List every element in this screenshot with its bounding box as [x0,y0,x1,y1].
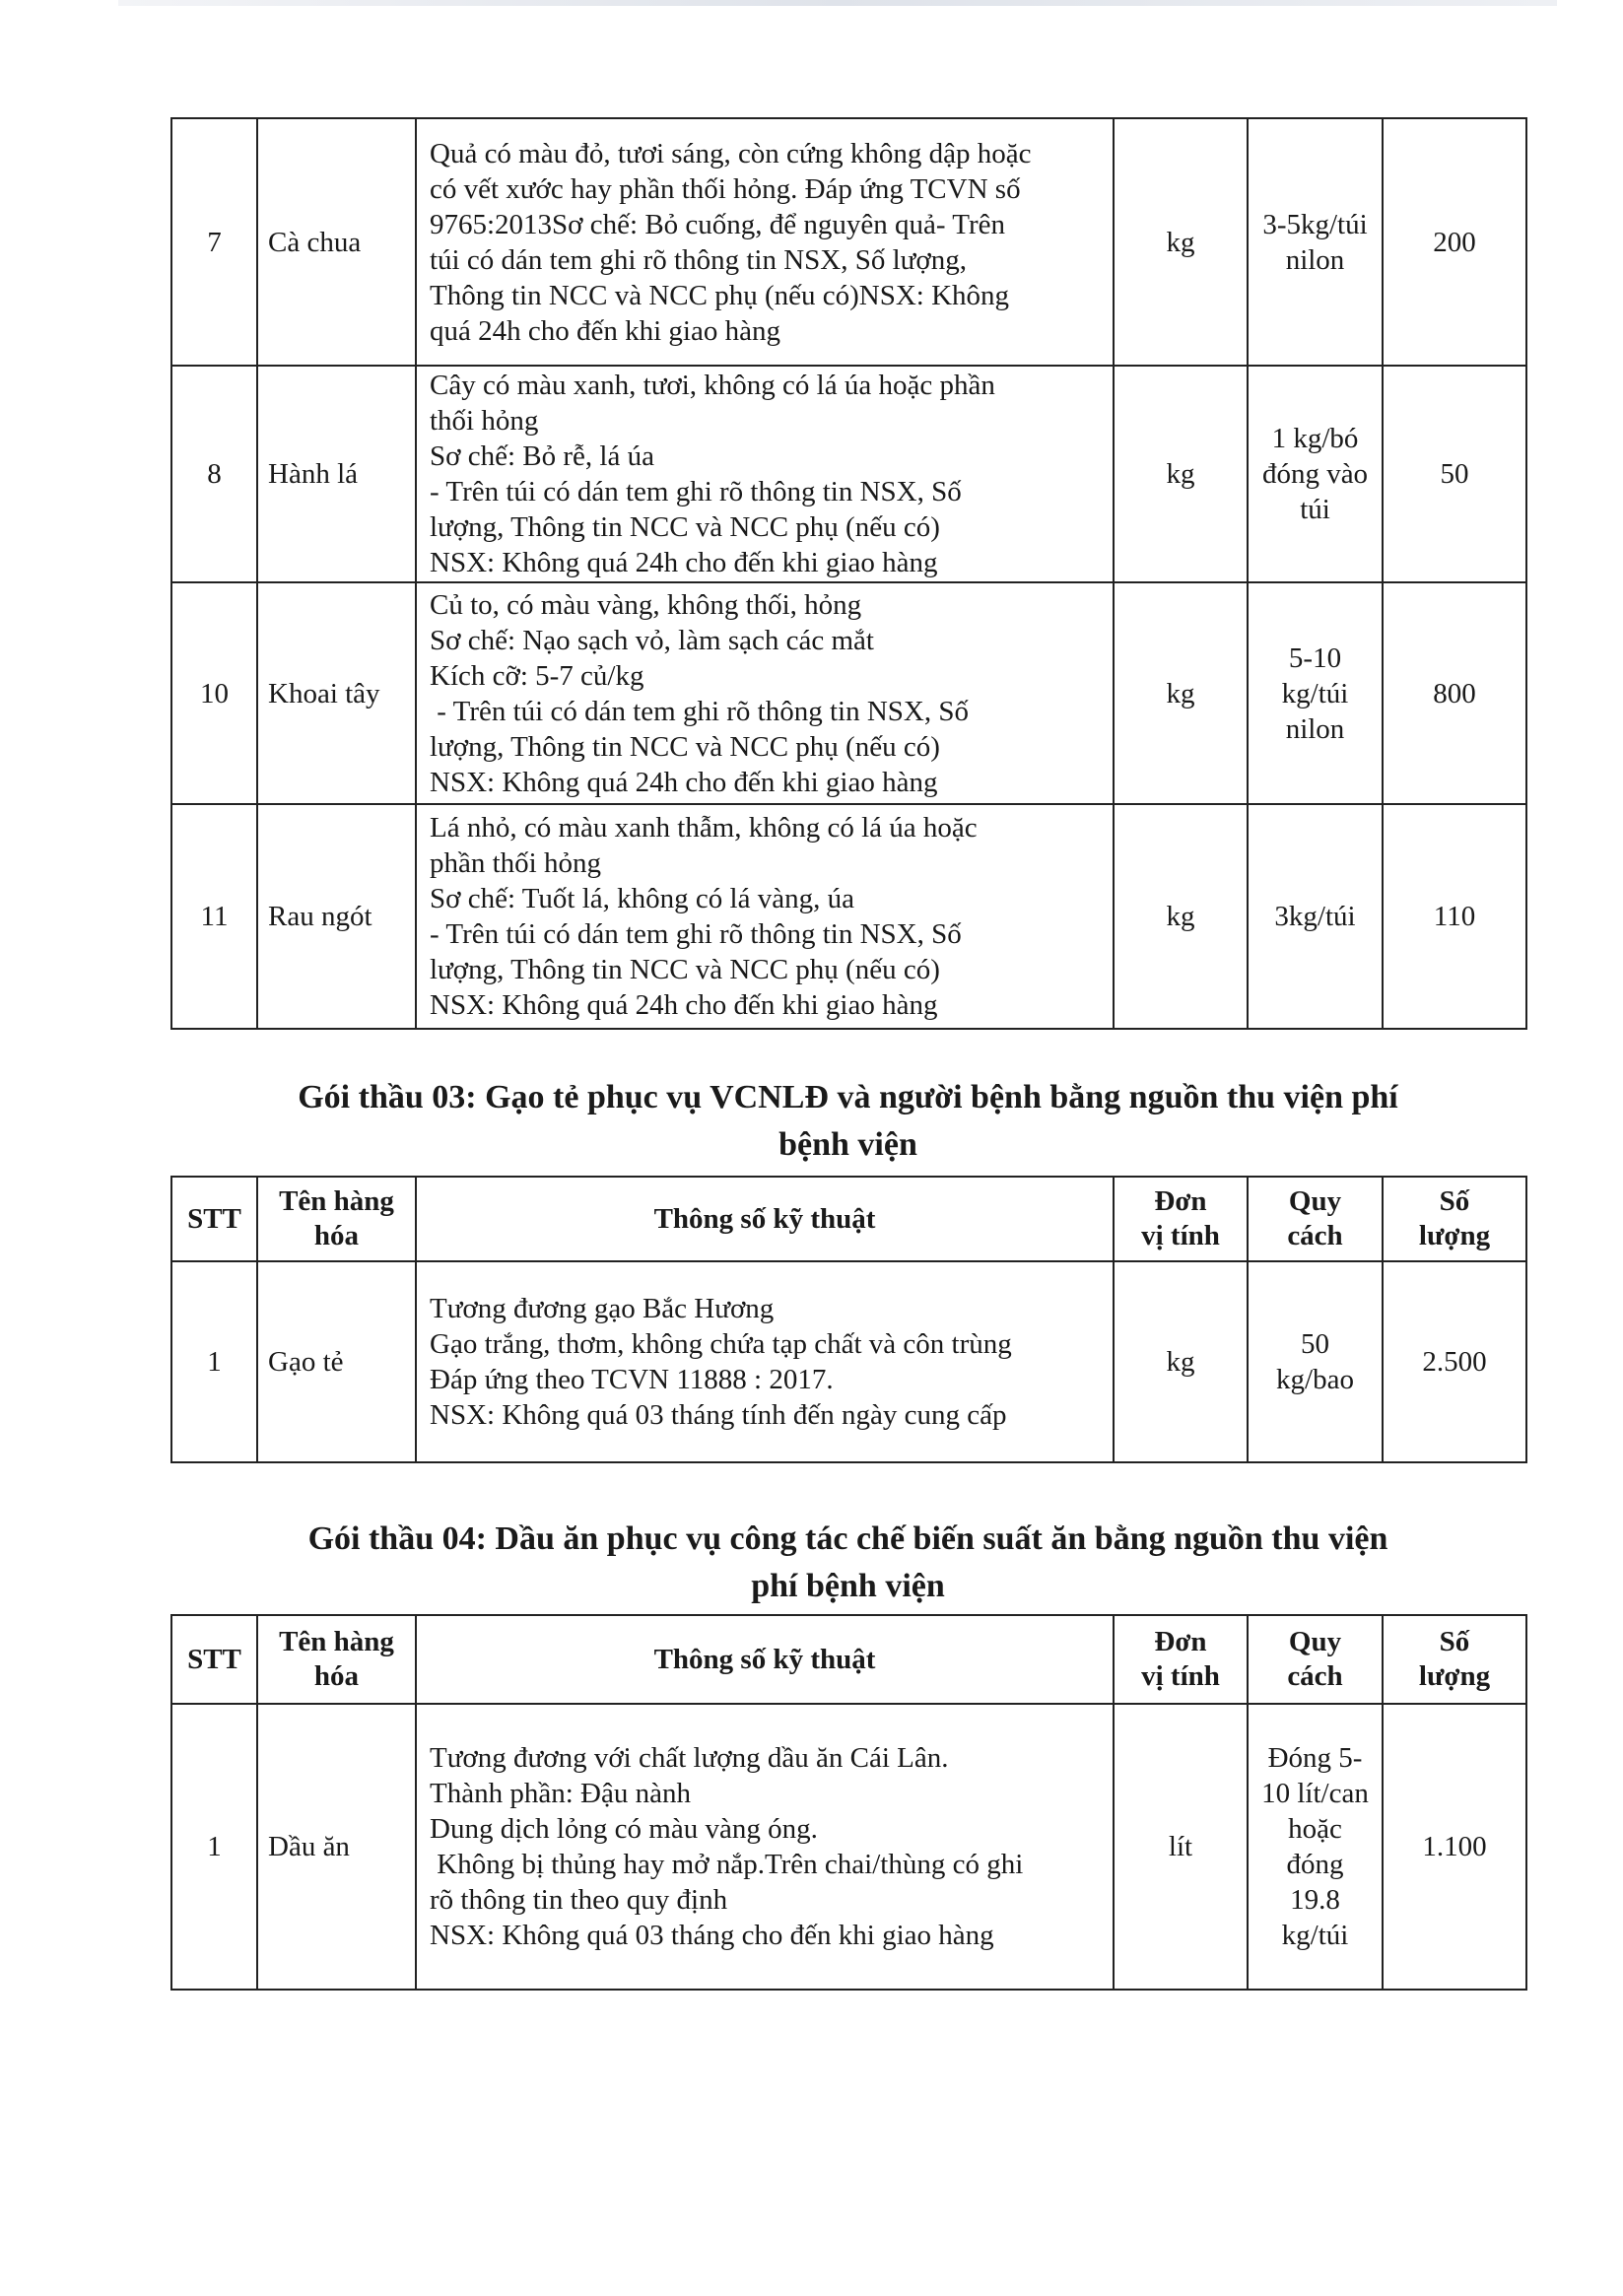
table-header-row [171,1615,1526,1704]
spec-line: Tương đương gạo Bắc Hương [430,1293,775,1324]
spec-line: Đáp ứng theo TCVN 11888 : 2017. [430,1364,834,1395]
packaging-cell [1248,804,1383,1029]
packaging-line: 3kg/túi [1274,901,1356,932]
spec-cell [416,1704,1114,1990]
unit-cell: kg [1114,118,1248,366]
packaging-line: túi [1300,494,1330,525]
column-header-unit: Đơn vị tính [1114,1177,1248,1261]
table-row [171,804,1526,1029]
unit-cell: kg [1114,1261,1248,1462]
section-3-heading-line-1: Gói thầu 03: Gạo tẻ phục vụ VCNLĐ và người bệnh bằng nguồn thu viện phí [298,1079,1398,1115]
packaging-line: hoặc [1288,1813,1342,1845]
spec-line: Gạo trắng, thơm, không chứa tạp chất và côn trùng [430,1328,1012,1360]
spec-line: Sơ chế: Tuốt lá, không có lá vàng, úa [430,883,854,914]
table-row [171,366,1526,582]
spec-cell [416,118,1114,366]
spec-line: NSX: Không quá 03 tháng tính đến ngày cung cấp [430,1399,1007,1431]
packaging-line: kg/túi [1281,677,1349,709]
packaging-cell [1248,582,1383,804]
spec-line: rõ thông tin theo quy định [430,1884,728,1916]
spec-line: lượng, Thông tin NCC và NCC phụ (nếu có) [430,954,940,985]
spec-line: Thành phần: Đậu nành [430,1778,691,1809]
vegetables-table [170,117,1527,1030]
column-header-qty: Số lượng [1383,1615,1526,1704]
unit-cell: lít [1114,1704,1248,1990]
spec-line: túi có dán tem ghi rõ thông tin NSX, Số lượng, [430,243,967,276]
packaging-line: nilon [1285,243,1345,276]
spec-line: NSX: Không quá 24h cho đến khi giao hàng [430,766,938,798]
packaging-line: 1 kg/bó [1271,423,1359,454]
spec-line: Kích cỡ: 5-7 củ/kg [430,659,644,692]
column-header-stt: STT [171,1615,257,1704]
spec-line: Lá nhỏ, có màu xanh thẫm, không có lá úa hoặc [430,812,978,844]
spec-line: Thông tin NCC và NCC phụ (nếu có)NSX: Không [430,279,1010,311]
spec-line: Sơ chế: Bỏ rễ, lá úa [430,440,654,472]
spec-line: NSX: Không quá 24h cho đến khi giao hàng [430,547,938,578]
scan-edge-shade [118,0,1557,6]
packaging-line: kg/túi [1281,1920,1349,1951]
product-name-cell: Cà chua [257,118,416,366]
spec-line: Cây có màu xanh, tươi, không có lá úa hoặc phần [430,370,995,401]
packaging-cell [1248,1704,1383,1990]
stt-cell: 8 [171,366,257,582]
packaging-line: 10 lít/can [1261,1778,1369,1809]
section-3-heading [170,1074,1525,1169]
spec-line: Tương đương với chất lượng dầu ăn Cái Lân. [430,1742,949,1774]
product-name-cell: Hành lá [257,366,416,582]
spec-line: - Trên túi có dán tem ghi rõ thông tin NSX, Số [430,476,962,507]
column-header-unit: Đơn vị tính [1114,1615,1248,1704]
column-header-name: Tên hàng hóa [257,1177,416,1261]
stt-cell: 10 [171,582,257,804]
quantity-cell: 2.500 [1383,1261,1526,1462]
spec-line: NSX: Không quá 24h cho đến khi giao hàng [430,989,938,1021]
spec-cell [416,1261,1114,1462]
spec-line: Sơ chế: Nạo sạch vỏ, làm sạch các mắt [430,624,874,656]
table-row [171,1261,1526,1462]
spec-line: quá 24h cho đến khi giao hàng [430,314,780,347]
product-name-cell: Dầu ăn [257,1704,416,1990]
spec-cell [416,582,1114,804]
packaging-line: 3-5kg/túi [1262,208,1368,240]
product-name-cell: Gạo tẻ [257,1261,416,1462]
unit-cell: kg [1114,366,1248,582]
cooking-oil-table [170,1614,1527,1991]
packaging-cell [1248,366,1383,582]
quantity-cell: 200 [1383,118,1526,366]
spec-line: có vết xước hay phần thối hỏng. Đáp ứng TCVN số [430,172,1021,205]
table-row [171,118,1526,366]
quantity-cell: 800 [1383,582,1526,804]
packaging-line: đóng [1286,1849,1344,1880]
spec-line: - Trên túi có dán tem ghi rõ thông tin NSX, Số [430,918,962,950]
table-row [171,1704,1526,1990]
spec-line: thối hỏng [430,405,539,437]
spec-line: Củ to, có màu vàng, không thối, hỏng [430,588,862,621]
spec-line: Dung dịch lỏng có màu vàng óng. [430,1813,818,1845]
column-header-stt: STT [171,1177,257,1261]
spec-cell [416,804,1114,1029]
unit-cell: kg [1114,582,1248,804]
packaging-line: Đóng 5- [1267,1742,1363,1774]
stt-cell: 11 [171,804,257,1029]
packaging-line: nilon [1285,712,1345,745]
quantity-cell: 1.100 [1383,1704,1526,1990]
spec-line: Không bị thủng hay mở nắp.Trên chai/thùng có ghi [430,1849,1024,1880]
table-row [171,582,1526,804]
column-header-pack: Quy cách [1248,1615,1383,1704]
spec-line: lượng, Thông tin NCC và NCC phụ (nếu có) [430,730,940,763]
column-header-spec: Thông số kỹ thuật [416,1177,1114,1261]
quantity-cell: 110 [1383,804,1526,1029]
packaging-cell: 50 kg/bao [1248,1261,1383,1462]
packaging-line: 5-10 [1288,642,1342,674]
spec-line: - Trên túi có dán tem ghi rõ thông tin NSX, Số [430,695,969,727]
spec-line: NSX: Không quá 03 tháng cho đến khi giao hàng [430,1920,994,1951]
stt-cell: 7 [171,118,257,366]
column-header-name: Tên hàng hóa [257,1615,416,1704]
spec-line: Quả có màu đỏ, tươi sáng, còn cứng không dập hoặc [430,137,1032,169]
stt-cell: 1 [171,1261,257,1462]
section-4-heading-line-2: phí bệnh viện [751,1568,945,1604]
column-header-spec: Thông số kỹ thuật [416,1615,1114,1704]
stt-cell: 1 [171,1704,257,1990]
column-header-qty: Số lượng [1383,1177,1526,1261]
section-4-heading [170,1516,1525,1610]
packaging-cell [1248,118,1383,366]
product-name-cell: Khoai tây [257,582,416,804]
spec-line: phần thối hỏng [430,847,601,879]
section-4-heading-line-1: Gói thầu 04: Dầu ăn phục vụ công tác chế biến suất ăn bằng nguồn thu viện [307,1520,1388,1557]
column-header-pack: Quy cách [1248,1177,1383,1261]
spec-line: lượng, Thông tin NCC và NCC phụ (nếu có) [430,511,940,543]
section-3-heading-line-2: bệnh viện [778,1126,917,1163]
rice-table [170,1176,1527,1463]
packaging-line: 19.8 [1290,1884,1340,1916]
quantity-cell: 50 [1383,366,1526,582]
product-name-cell: Rau ngót [257,804,416,1029]
table-header-row [171,1177,1526,1261]
unit-cell: kg [1114,804,1248,1029]
packaging-line: đóng vào [1261,458,1369,490]
spec-line: 9765:2013Sơ chế: Bỏ cuống, để nguyên quả- Trên [430,208,1006,240]
spec-cell [416,366,1114,582]
